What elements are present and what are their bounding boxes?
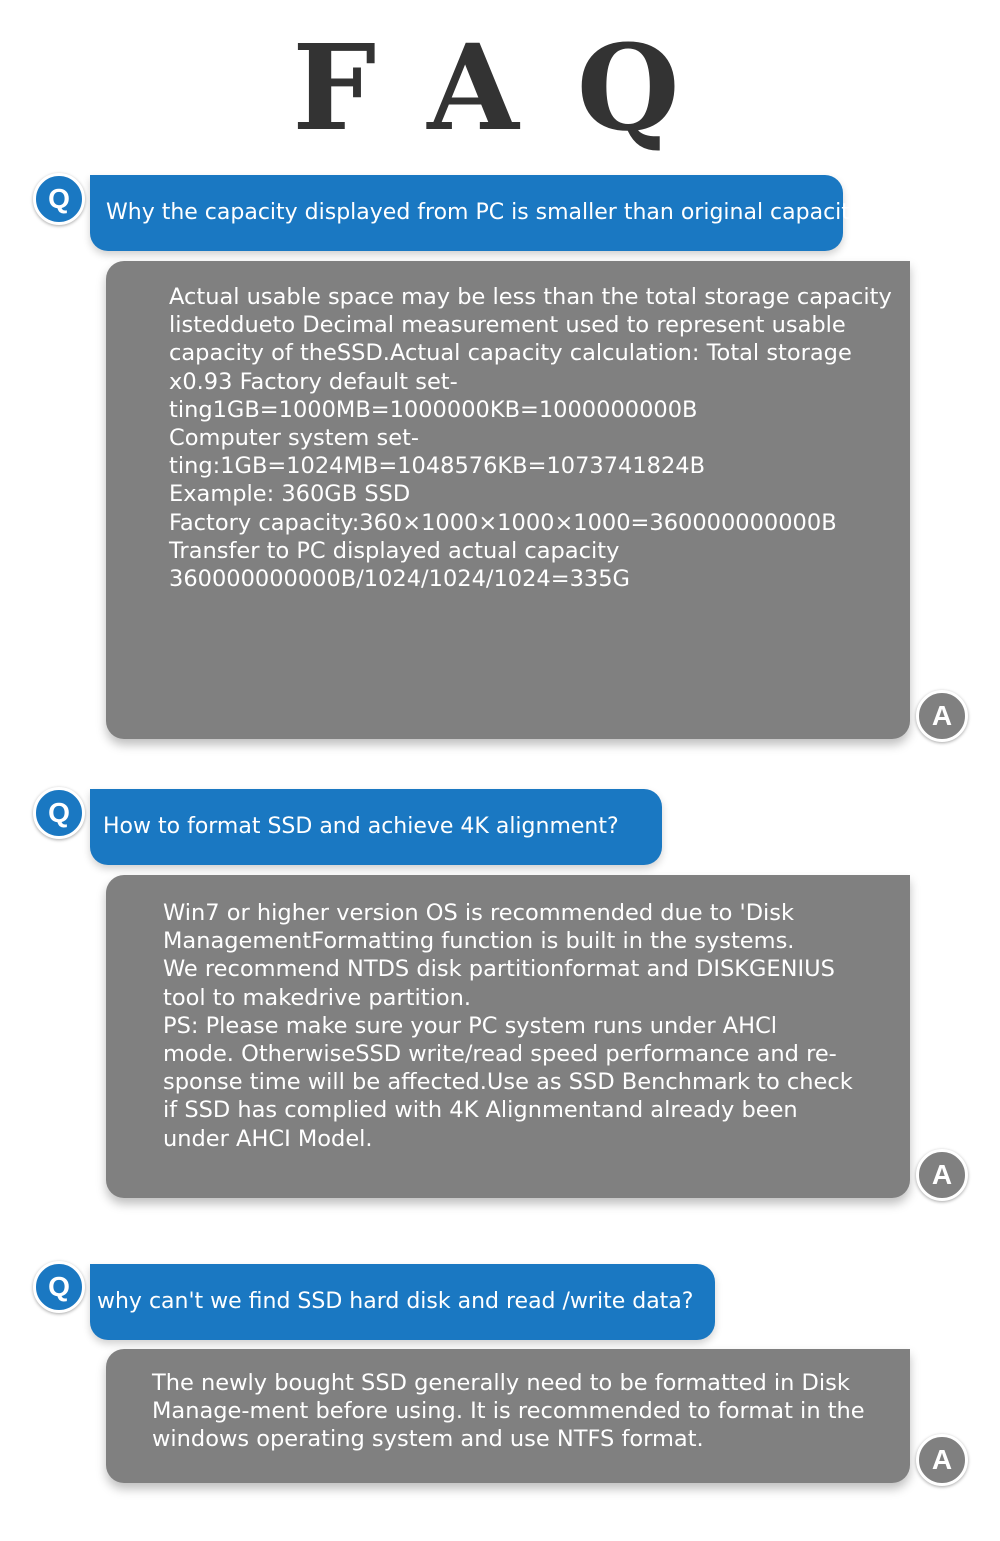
question-bubble-2 — [90, 789, 662, 865]
answer-line: Transfer to PC displayed actual capacity — [169, 537, 620, 564]
answer-line: under AHCI Model. — [163, 1125, 373, 1152]
a-badge-icon: A — [916, 1149, 968, 1201]
answer-line: We recommend NTDS disk partitionformat and DISKGENIUS — [163, 956, 835, 983]
answer-line: The newly bought SSD generally need to be formatted in Disk — [152, 1370, 850, 1396]
question-text-3: why can't we find SSD hard disk and read /write data? — [97, 1289, 694, 1314]
answer-line: Manage-ment before using. It is recommended to format in the — [152, 1398, 865, 1425]
answer-line: Factory capacity:360×1000×1000×1000=360000000000B — [169, 509, 837, 536]
answer-line: ting1GB=1000MB=1000000KB=1000000000B — [169, 396, 698, 423]
q-badge-icon: Q — [33, 173, 85, 225]
answer-line: 360000000000B/1024/1024/1024=335G — [169, 566, 630, 593]
question-text-1: Why the capacity displayed from PC is smaller than original capacity? — [106, 200, 875, 225]
answer-line: Computer system set- — [169, 425, 420, 452]
question-bubble-1 — [90, 175, 875, 251]
answer-line: Example: 360GB SSD — [169, 481, 411, 508]
answer-line: PS: Please make sure your PC system runs under AHCl — [163, 1012, 778, 1039]
q-badge-icon: Q — [33, 787, 85, 839]
answer-bubble-2 — [106, 875, 910, 1198]
answer-line: if SSD has complied with 4K Alignmentand already been — [163, 1097, 798, 1124]
answer-bubble-3 — [106, 1349, 910, 1483]
a-badge-icon: A — [916, 690, 968, 742]
answer-line: windows operating system and use NTFS format. — [152, 1426, 704, 1453]
answer-line: mode. OtherwiseSSD write/read speed performance and re- — [163, 1041, 837, 1068]
q-badge-icon: Q — [33, 1261, 85, 1313]
answer-line: ting:1GB=1024MB=1048576KB=1073741824B — [169, 453, 706, 480]
answer-bubble-1 — [106, 261, 910, 739]
question-text-2: How to format SSD and achieve 4K alignment? — [103, 814, 619, 839]
answer-line: x0.93 Factory default set- — [169, 368, 458, 395]
page-title: FAQ — [292, 18, 738, 157]
a-badge-icon: A — [916, 1434, 968, 1486]
answer-line: capacity of theSSD.Actual capacity calculation: Total storage — [169, 340, 852, 367]
answer-line: tool to makedrive partition. — [163, 984, 472, 1011]
answer-line: Win7 or higher version OS is recommended due to 'Disk — [163, 900, 795, 926]
question-bubble-3 — [90, 1264, 715, 1340]
answer-line: listeddueto Decimal measurement used to represent usable — [169, 312, 846, 339]
answer-line: ManagementFormatting function is built in the systems. — [163, 928, 795, 955]
answer-line: Actual usable space may be less than the total storage capacity — [169, 284, 892, 310]
answer-line: sponse time will be affected.Use as SSD Benchmark to check — [163, 1069, 853, 1096]
